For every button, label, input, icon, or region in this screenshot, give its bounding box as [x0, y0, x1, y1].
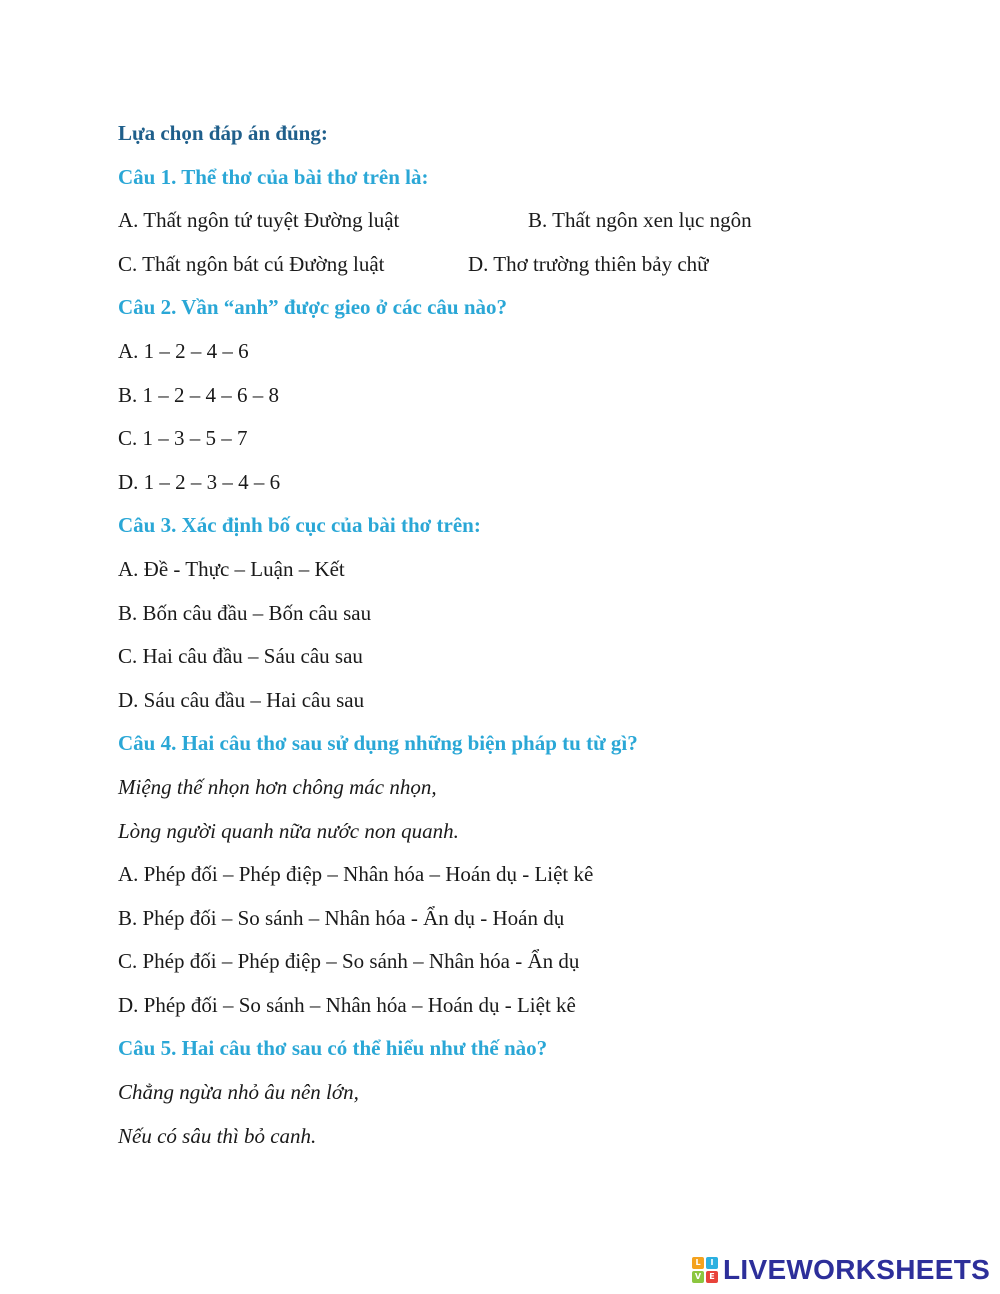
question-4-option-b[interactable]: B. Phép đối – So sánh – Nhân hóa - Ẩn dụ - Hoán dụ	[118, 905, 565, 930]
question-4-option-d[interactable]: D. Phép đối – So sánh – Nhân hóa – Hoán dụ - Liệt kê	[118, 992, 576, 1017]
logo-mark-e: E	[706, 1271, 718, 1283]
question-4-option-a[interactable]: A. Phép đối – Phép điệp – Nhân hóa – Hoán dụ - Liệt kê	[118, 862, 594, 887]
question-1-options-row-1	[118, 199, 978, 243]
question-3-option-a[interactable]: A. Đề - Thực – Luận – Kết	[118, 556, 345, 581]
question-2-title: Câu 2. Vần “anh” được gieo ở các câu nào?	[118, 295, 508, 320]
question-4-title: Câu 4. Hai câu thơ sau sử dụng những biện pháp tu từ gì?	[118, 731, 638, 756]
question-2-option-c[interactable]: C. 1 – 3 – 5 – 7	[118, 426, 248, 451]
question-5-verse-2: Nếu có sâu thì bỏ canh.	[118, 1123, 317, 1148]
question-4-verse-1: Miệng thế nhọn hơn chông mác nhọn,	[118, 774, 437, 799]
question-4-option-c[interactable]: C. Phép đối – Phép điệp – So sánh – Nhân hóa - Ẩn dụ	[118, 949, 580, 974]
logo-mark-i: I	[706, 1257, 718, 1269]
question-1-option-b[interactable]: B. Thất ngôn xen lục ngôn	[528, 208, 752, 233]
logo-mark-l: L	[692, 1257, 704, 1269]
question-3-option-d[interactable]: D. Sáu câu đầu – Hai câu sau	[118, 687, 365, 712]
liveworksheets-logo-icon	[692, 1257, 718, 1283]
question-1-title: Câu 1. Thể thơ của bài thơ trên là:	[118, 164, 429, 189]
question-1-option-c[interactable]: C. Thất ngôn bát cú Đường luật	[118, 251, 385, 276]
question-3-option-c[interactable]: C. Hai câu đầu – Sáu câu sau	[118, 644, 363, 669]
question-2-option-a[interactable]: A. 1 – 2 – 4 – 6	[118, 338, 249, 363]
question-3-title: Câu 3. Xác định bố cục của bài thơ trên:	[118, 513, 481, 538]
question-1-option-a[interactable]: A. Thất ngôn tứ tuyệt Đường luật	[118, 208, 400, 233]
question-5-verse-1: Chẳng ngừa nhỏ âu nên lớn,	[118, 1080, 359, 1105]
liveworksheets-logo-text: LIVEWORKSHEETS	[723, 1254, 991, 1285]
question-5-title: Câu 5. Hai câu thơ sau có thể hiểu như thế nào?	[118, 1036, 548, 1061]
instruction-heading: Lựa chọn đáp án đúng:	[118, 121, 328, 145]
worksheet-page	[118, 112, 978, 1158]
question-2-option-d[interactable]: D. 1 – 2 – 3 – 4 – 6	[118, 469, 281, 494]
question-1-options-row-2	[118, 243, 978, 287]
question-2-option-b[interactable]: B. 1 – 2 – 4 – 6 – 8	[118, 382, 280, 407]
question-4-verse-2: Lòng người quanh nữa nước non quanh.	[118, 818, 459, 843]
question-1-option-d[interactable]: D. Thơ trường thiên bảy chữ	[468, 251, 709, 276]
logo-mark-v: V	[692, 1271, 704, 1283]
question-3-option-b[interactable]: B. Bốn câu đầu – Bốn câu sau	[118, 600, 372, 625]
liveworksheets-logo	[692, 1253, 990, 1287]
